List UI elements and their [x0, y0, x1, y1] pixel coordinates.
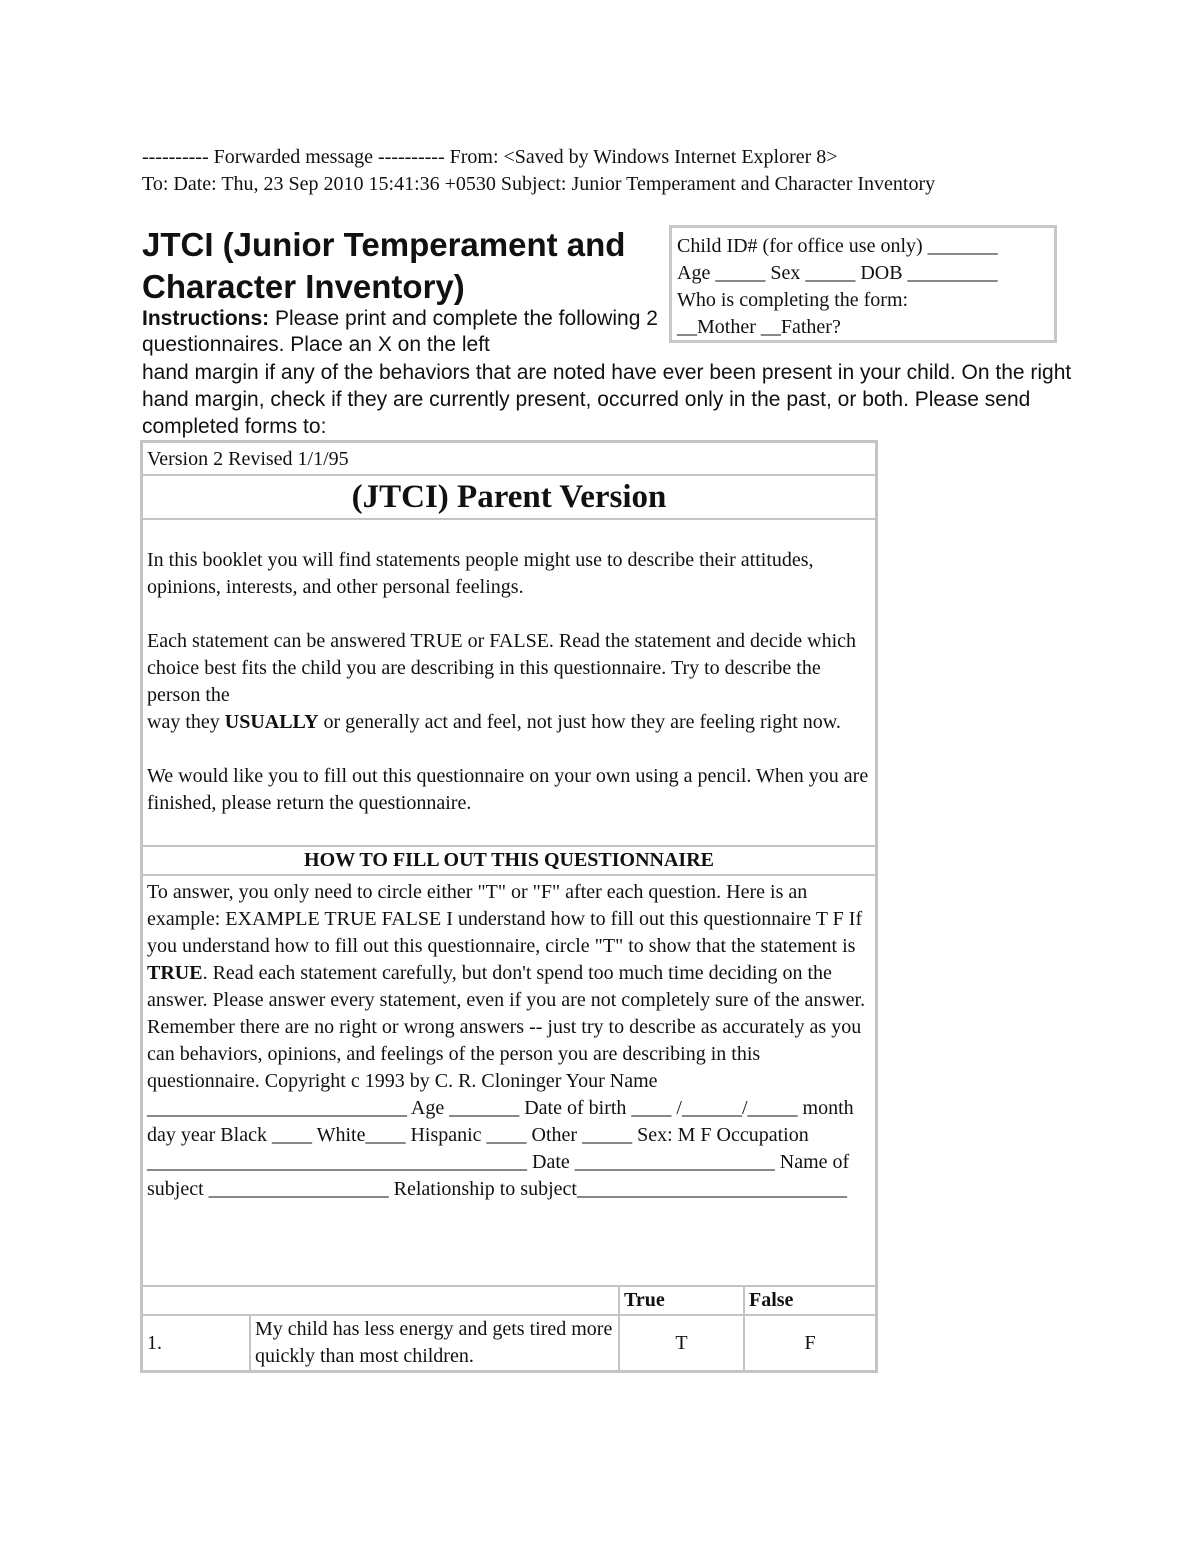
instructions-label: Instructions: [142, 307, 270, 330]
intro-paragraph-2b-post: or generally act and feel, not just how they are feeling right now. [318, 711, 841, 733]
office-use-box [669, 225, 1057, 343]
question-statement: My child has less energy and gets tired more quickly than most children. [250, 1315, 619, 1370]
age-sex-dob-field[interactable]: Age _____ Sex _____ DOB _________ [677, 262, 998, 284]
question-table [143, 1287, 875, 1370]
answer-false-option[interactable]: F [744, 1315, 875, 1370]
completing-label: Who is completing the form: [677, 289, 909, 311]
instructions-text-a: Please print and complete the following 2 questionnaires. Place an X on the left [142, 307, 658, 356]
answer-text-post: . Read each statement carefully, but don't spend too much time deciding on the answer. Please answer every statement, even if you are not completely sure of the answer. Remember there are no right or wrong answers -- just try to describe as accurately as you can behaviors, opinions, and feelings of the person you are describing in this questionnaire. Copyright c 1993 by C. R. Cloninger Your Name __________________________ Age _______ Date of birth ____ /______/_____ month day year Black ____ White____ Hispanic ____ Other _____ Sex: M F Occupation ______________________________________ Date ____________________ Name of subject __________________ Relationship to subject___________________________ [147, 962, 866, 1200]
intro-paragraph-3: We would like you to fill out this questionnaire on your own using a pencil. When you are finished, please return the questionnaire. [147, 765, 869, 814]
usually-emphasis: USUALLY [224, 711, 319, 733]
table-row [143, 1315, 875, 1370]
page-title: JTCI (Junior Temperament and Character Inventory) [142, 226, 626, 305]
header-empty-cell [143, 1287, 619, 1315]
form-heading: (JTCI) Parent Version [143, 476, 875, 520]
forwarded-line: ---------- Forwarded message ---------- From: <Saved by Windows Internet Explorer 8> [142, 146, 838, 168]
instructions-part-a [142, 306, 662, 358]
true-emphasis: TRUE [147, 962, 203, 984]
questionnaire-form [140, 440, 878, 1373]
date-subject-line: To: Date: Thu, 23 Sep 2010 15:41:36 +0530 Subject: Junior Temperament and Character Inventory [142, 173, 936, 195]
instructions-part-b: hand margin if any of the behaviors that are noted have ever been present in your child. On the right hand margin, check if they are currently present, occurred only in the past, or both. Please send completed forms to: [142, 361, 1072, 438]
answer-text-pre: To answer, you only need to circle either "T" or "F" after each question. Here is an example: EXAMPLE TRUE FALSE I understand how to fill out this questionnaire T F If you understand how to fill out this questionnaire, circle "T" to show that the statement is [147, 881, 863, 957]
intro-paragraph-2 [147, 628, 871, 736]
version-label: Version 2 Revised 1/1/95 [143, 443, 875, 476]
table-header-row [143, 1287, 875, 1315]
intro-section [143, 520, 875, 847]
column-header-true: True [619, 1287, 744, 1315]
email-header [142, 144, 1022, 198]
intro-paragraph-2b-pre: way they [147, 711, 225, 733]
intro-paragraph-1: In this booklet you will find statements people might use to describe their attitudes, opinions, interests, and other personal feelings. [147, 549, 814, 598]
parent-options[interactable]: __Mother __Father? [677, 316, 841, 338]
child-id-field[interactable]: Child ID# (for office use only) _______ [677, 235, 998, 257]
answer-true-option[interactable]: T [619, 1315, 744, 1370]
answer-instructions [143, 876, 875, 1287]
how-to-heading: HOW TO FILL OUT THIS QUESTIONNAIRE [143, 847, 875, 876]
intro-paragraph-2a: Each statement can be answered TRUE or FALSE. Read the statement and decide which choice best fits the child you are describing in this questionnaire. Try to describe the person the [147, 630, 857, 706]
column-header-false: False [744, 1287, 875, 1315]
question-number: 1. [143, 1315, 250, 1370]
